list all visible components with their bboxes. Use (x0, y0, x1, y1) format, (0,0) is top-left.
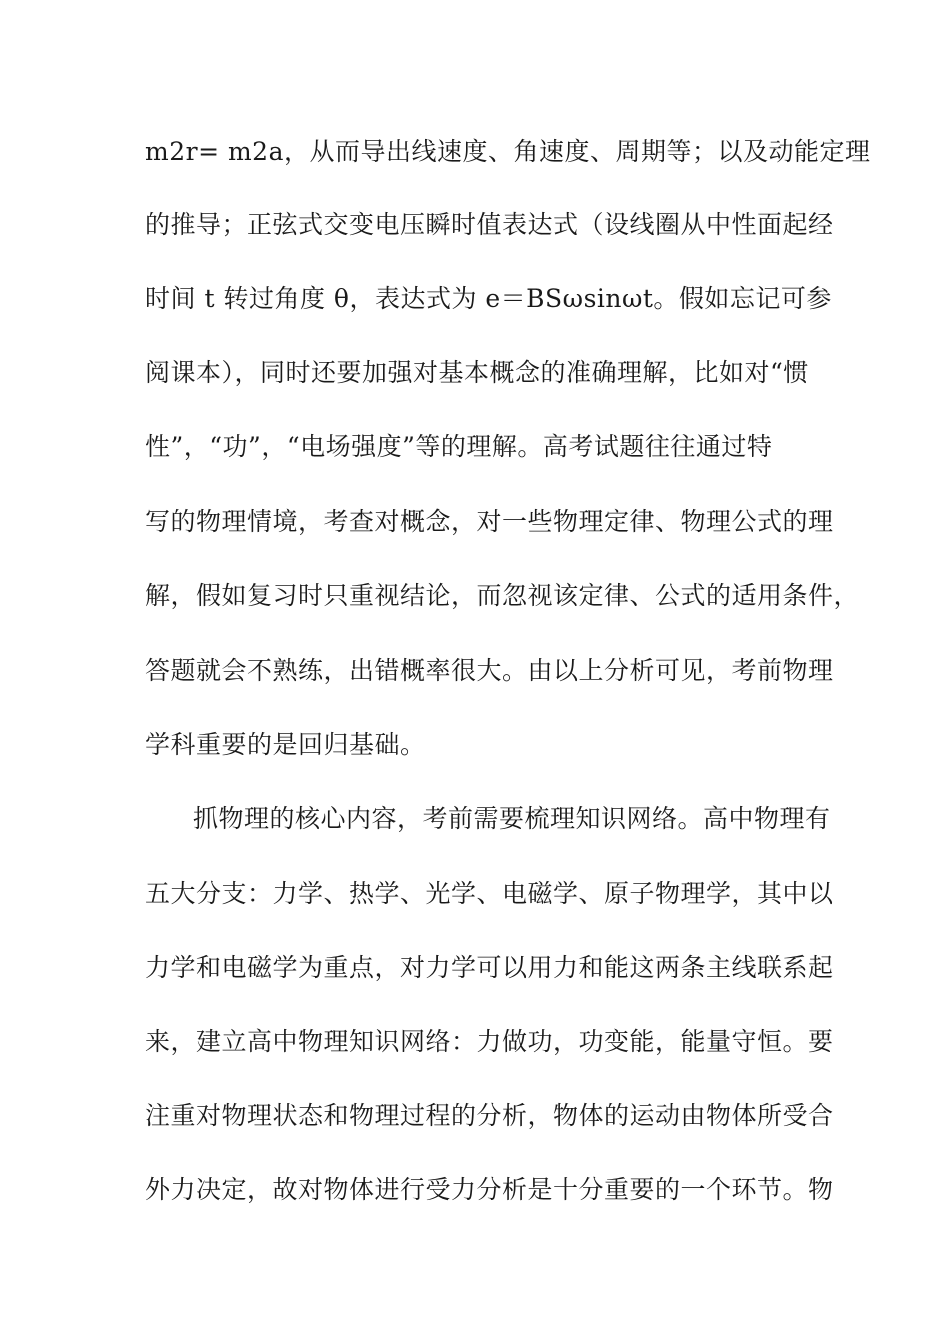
paragraph-line: 来，建立高中物理知识网络：力做功，功变能，能量守恒。要 (145, 1027, 834, 1056)
paragraph-line: 五大分支：力学、热学、光学、电磁学、原子物理学，其中以 (145, 879, 834, 908)
paragraph-line: 阅课本），同时还要加强对基本概念的准确理解，比如对“惯 (145, 358, 809, 387)
paragraph-line: 时间 t 转过角度 θ，表达式为 e＝BSωsinωt。假如忘记可参 (145, 284, 832, 313)
paragraph-line: 力学和电磁学为重点，对力学可以用力和能这两条主线联系起 (145, 953, 834, 982)
paragraph-line: 答题就会不熟练，出错概率很大。由以上分析可见，考前物理 (145, 656, 834, 685)
paragraph-first-line: 抓物理的核心内容，考前需要梳理知识网络。高中物理有 (193, 804, 831, 833)
paragraph-line: 的推导；正弦式交变电压瞬时值表达式（设线圈从中性面起经 (145, 210, 834, 239)
paragraph-line: 解，假如复习时只重视结论，而忽视该定律、公式的适用条件， (145, 581, 860, 610)
paragraph-line: 注重对物理状态和物理过程的分析，物体的运动由物体所受合 (145, 1101, 834, 1130)
paragraph-line: m2r= m2a，从而导出线速度、角速度、周期等；以及动能定理 (145, 137, 871, 166)
paragraph-line: 性”，“功”，“电场强度”等的理解。高考试题往往通过特 (145, 432, 773, 461)
paragraph-line: 学科重要的是回归基础。 (145, 730, 426, 759)
paragraph-line: 写的物理情境，考查对概念，对一些物理定律、物理公式的理 (145, 507, 834, 536)
paragraph-line: 外力决定，故对物体进行受力分析是十分重要的一个环节。物 (145, 1175, 834, 1204)
